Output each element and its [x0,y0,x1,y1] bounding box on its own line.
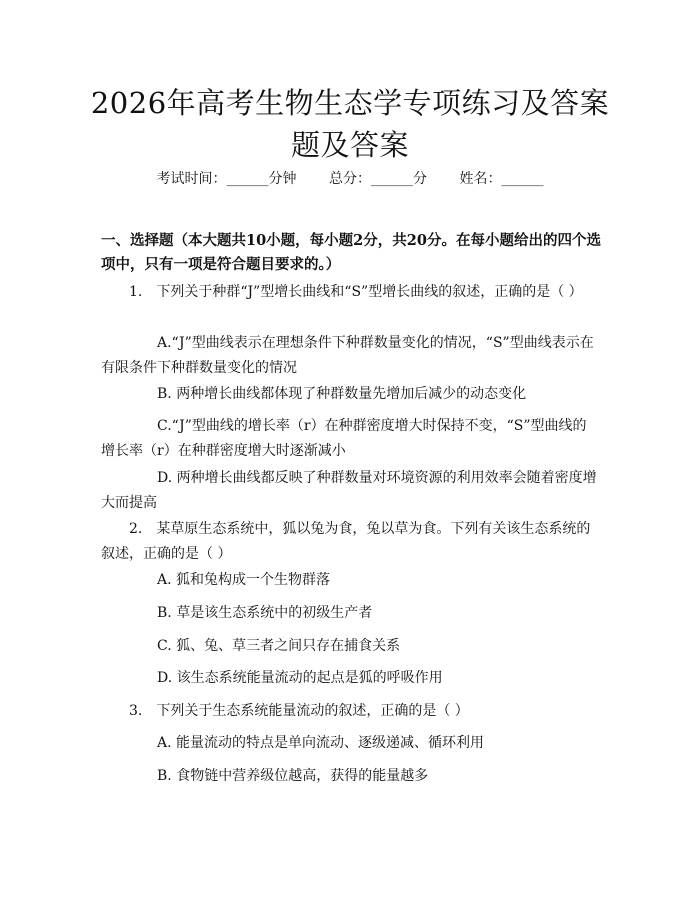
question-stem: 2. 某草原生态系统中，狐以兔为食，兔以草为食。下列有关该生态系统的叙述，正确的是（ ） [101,521,591,562]
question-option: A.“J”型曲线表示在理想条件下种群数量变化的情况，“S”型曲线表示在有限条件下种群数量变化的情况 [101,335,594,376]
exam-meta [0,169,700,189]
question-option: B. 草是该生态系统中的初级生产者 [157,605,373,621]
section-heading: 一、选择题（本大题共10小题，每小题2分，共20分。在每小题给出的四个选项中，只有一项是符合题目要求的。） [101,232,601,273]
question-option: A. 能量流动的特点是单向流动、逐级递减、循环利用 [157,735,485,751]
question-option: A. 狐和兔构成一个生物群落 [157,572,331,588]
question-stem: 1. 下列关于种群“J”型增长曲线和“S”型增长曲线的叙述，正确的是（ ） [129,284,583,300]
student-name-field: 姓名：______ [459,171,544,187]
question-option: D. 该生态系统能量流动的起点是狐的呼吸作用 [157,670,443,686]
exam-time-field: 考试时间：______分钟 [156,171,297,187]
question-option: C. 狐、兔、草三者之间只存在捕食关系 [157,638,401,654]
question-option: B. 两种增长曲线都体现了种群数量先增加后减少的动态变化 [157,386,527,402]
total-score-field: 总分：______分 [329,171,427,187]
page-title: 2026年高考生物生态学专项练习及答案题及答案 [90,86,610,162]
question-option: C.“J”型曲线的增长率（r）在种群密度增大时保持不变，“S”型曲线的增长率（r）在种群密度增大时逐渐减小 [101,418,587,459]
question-option: B. 食物链中营养级位越高，获得的能量越多 [157,768,429,784]
question-option: D. 两种增长曲线都反映了种群数量对环境资源的利用效率会随着密度增大而提高 [101,470,597,511]
question-stem: 3. 下列关于生态系统能量流动的叙述，正确的是（ ） [129,703,469,719]
